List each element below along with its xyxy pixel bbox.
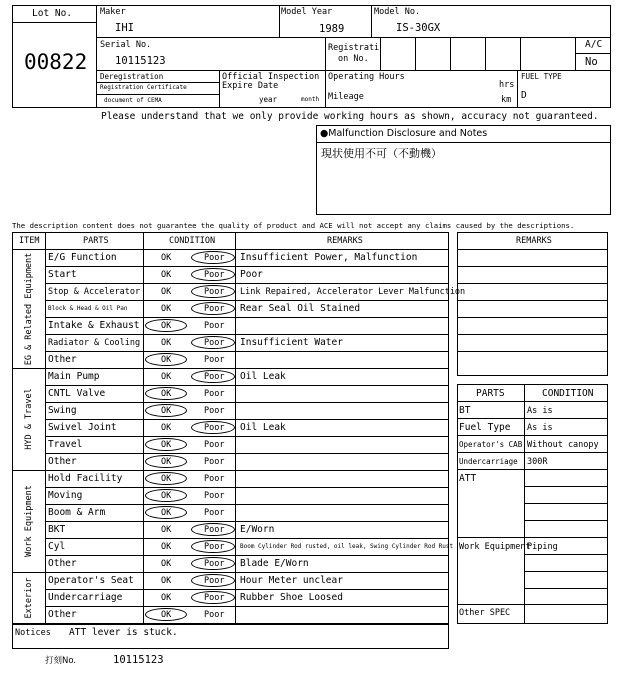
remark-text: Insufficient Water bbox=[240, 337, 343, 348]
row-divider bbox=[45, 589, 449, 590]
poor-option[interactable]: Poor bbox=[204, 287, 225, 297]
right-part-1: Fuel Type bbox=[459, 422, 511, 433]
poor-option[interactable]: Poor bbox=[204, 525, 225, 535]
group-label-1: HYD & Travel bbox=[23, 388, 34, 450]
ok-option[interactable]: OK bbox=[161, 304, 172, 314]
row-divider bbox=[45, 487, 449, 488]
operating-hours-label: Operating Hours bbox=[328, 72, 405, 82]
year-label: year bbox=[259, 95, 278, 104]
remark-text: Insufficient Power, Malfunction bbox=[240, 252, 418, 263]
row-divider bbox=[45, 351, 449, 352]
poor-option[interactable]: Poor bbox=[204, 474, 225, 484]
ok-option[interactable]: OK bbox=[161, 253, 172, 263]
part-label: Cyl bbox=[48, 541, 66, 552]
inspection-label-2: Expire Date bbox=[222, 81, 279, 91]
poor-option[interactable]: Poor bbox=[204, 389, 225, 399]
part-label: Moving bbox=[48, 490, 83, 501]
poor-option[interactable]: Poor bbox=[204, 304, 225, 314]
poor-option[interactable]: Poor bbox=[204, 508, 225, 518]
group-divider bbox=[12, 368, 449, 369]
maker-label: Maker bbox=[100, 7, 126, 17]
part-label: Operator's Seat bbox=[48, 575, 134, 586]
part-label: Hold Facility bbox=[48, 473, 123, 484]
part-label: CNTL Valve bbox=[48, 388, 106, 399]
row-divider bbox=[45, 402, 449, 403]
condition-ok-circle bbox=[145, 489, 187, 502]
poor-option[interactable]: Poor bbox=[204, 576, 225, 586]
stamp-no-value: 10115123 bbox=[113, 654, 164, 666]
row-divider bbox=[45, 538, 449, 539]
remark-text: Link Repaired, Accelerator Lever Malfunction bbox=[240, 287, 466, 297]
row-divider bbox=[45, 555, 449, 556]
right-cond-1: As is bbox=[527, 423, 553, 433]
part-label: E/G Function bbox=[48, 252, 117, 263]
ok-option[interactable]: OK bbox=[161, 440, 172, 450]
part-label: Swing bbox=[48, 405, 77, 416]
remark-text: Rubber Shoe Loosed bbox=[240, 592, 343, 603]
poor-option[interactable]: Poor bbox=[204, 406, 225, 416]
group-divider bbox=[12, 470, 449, 471]
ok-option[interactable]: OK bbox=[161, 338, 172, 348]
lot-no-label: Lot No. bbox=[32, 8, 73, 19]
part-label: Other bbox=[48, 456, 77, 467]
part-label: Undercarriage bbox=[48, 592, 123, 603]
part-label: Boom & Arm bbox=[48, 507, 106, 518]
poor-option[interactable]: Poor bbox=[204, 253, 225, 263]
group-label-3: Exterior bbox=[23, 577, 34, 618]
condition-poor-circle bbox=[191, 370, 235, 383]
fuel-type-value: D bbox=[521, 90, 527, 101]
row-divider bbox=[45, 334, 449, 335]
part-label: Other bbox=[48, 354, 77, 365]
ok-option[interactable]: OK bbox=[161, 406, 172, 416]
ac-label: A/C bbox=[585, 39, 603, 50]
poor-option[interactable]: Poor bbox=[204, 457, 225, 467]
condition-ok-circle bbox=[145, 387, 187, 400]
ok-option[interactable]: OK bbox=[161, 491, 172, 501]
row-divider bbox=[45, 419, 449, 420]
condition-ok-circle bbox=[145, 472, 187, 485]
right-part-3: Undercarriage bbox=[459, 457, 518, 466]
condition-header: CONDITION bbox=[542, 388, 594, 399]
ok-option[interactable]: OK bbox=[161, 542, 172, 552]
poor-option[interactable]: Poor bbox=[204, 372, 225, 382]
work-equipment-label: Work Equipment bbox=[459, 542, 531, 552]
condition-poor-circle bbox=[191, 285, 235, 298]
condition-ok-circle bbox=[145, 319, 187, 332]
serial-no-label: Serial No. bbox=[100, 40, 152, 50]
row-divider bbox=[45, 521, 449, 522]
condition-ok-circle bbox=[145, 404, 187, 417]
condition-ok-circle bbox=[145, 353, 187, 366]
lot-no-value: 00822 bbox=[24, 50, 88, 74]
part-label: Other bbox=[48, 558, 77, 569]
remark-text: Boom Cylinder Rod rusted, oil leak, Swing Cylinder Rod Rust bbox=[240, 543, 454, 550]
remark-text: Rear Seal Oil Stained bbox=[240, 303, 361, 314]
part-label: Start bbox=[48, 269, 77, 280]
remark-text: E/Worn bbox=[240, 524, 275, 535]
part-label: Block & Head & Oil Pan bbox=[48, 305, 128, 312]
right-cond-0: As is bbox=[527, 406, 553, 416]
hours-note: Please understand that we only provide working hours as shown, accuracy not guaranteed. bbox=[101, 111, 599, 122]
right-remarks-header: REMARKS bbox=[516, 236, 552, 246]
registration-label-1: Registrati bbox=[328, 43, 380, 53]
condition-poor-circle bbox=[191, 591, 235, 604]
group-divider bbox=[12, 572, 449, 573]
work-equipment-value: Piping bbox=[527, 542, 558, 552]
att-label: ATT bbox=[459, 473, 477, 484]
registration-certificate-label: Registration Certificate bbox=[100, 84, 187, 91]
model-year-value: 1989 bbox=[319, 23, 345, 35]
poor-option[interactable]: Poor bbox=[204, 338, 225, 348]
ok-option[interactable]: OK bbox=[161, 576, 172, 586]
ok-option[interactable]: OK bbox=[161, 389, 172, 399]
registration-label-2: on No. bbox=[338, 54, 369, 64]
condition-ok-circle bbox=[145, 506, 187, 519]
condition-poor-circle bbox=[191, 302, 235, 315]
disclaimer: The description content does not guarantee the quality of product and ACE will not accept any claims caused by the descriptions. bbox=[12, 221, 575, 230]
serial-no-value: 10115123 bbox=[115, 55, 166, 67]
parts-header: PARTS bbox=[476, 388, 505, 399]
km-label: km bbox=[501, 95, 512, 105]
stamp-no-label: 打刻No. bbox=[45, 656, 77, 666]
row-divider bbox=[45, 385, 449, 386]
malfunction-text: 現状使用不可（不動機） bbox=[321, 147, 442, 160]
ac-value: No bbox=[585, 56, 598, 68]
condition-poor-circle bbox=[191, 336, 235, 349]
right-part-0: BT bbox=[459, 405, 471, 416]
right-cond-2: Without canopy bbox=[527, 440, 599, 450]
part-label: Stop & Accelerator bbox=[48, 287, 141, 297]
other-spec-label: Other SPEC bbox=[459, 608, 511, 618]
model-no-value: IS-30GX bbox=[396, 22, 441, 34]
ok-option[interactable]: OK bbox=[161, 610, 172, 620]
notices-text: ATT lever is stuck. bbox=[69, 627, 178, 638]
condition-poor-circle bbox=[191, 557, 235, 570]
notices-label: Notices bbox=[15, 628, 51, 638]
part-label: Travel bbox=[48, 439, 83, 450]
poor-option[interactable]: Poor bbox=[204, 559, 225, 569]
remark-text: Oil Leak bbox=[240, 422, 286, 433]
group-label-0: EG & Related Equipment bbox=[23, 252, 34, 365]
document-cema-label: document of CEMA bbox=[104, 97, 162, 104]
remark-text: Poor bbox=[240, 269, 263, 280]
poor-option[interactable]: Poor bbox=[204, 440, 225, 450]
row-divider bbox=[45, 606, 449, 607]
ok-option[interactable]: OK bbox=[161, 457, 172, 467]
poor-option[interactable]: Poor bbox=[204, 423, 225, 433]
ok-option[interactable]: OK bbox=[161, 525, 172, 535]
right-part-2: Operator's CAB bbox=[459, 440, 523, 449]
fuel-type-label: FUEL TYPE bbox=[521, 72, 562, 81]
poor-option[interactable]: Poor bbox=[204, 542, 225, 552]
ok-option[interactable]: OK bbox=[161, 270, 172, 280]
remark-text: Oil Leak bbox=[240, 371, 286, 382]
row-divider bbox=[45, 266, 449, 267]
mileage-label: Mileage bbox=[328, 92, 364, 102]
header-remarks: REMARKS bbox=[327, 236, 363, 246]
ok-option[interactable]: OK bbox=[161, 593, 172, 603]
remark-text: Blade E/Worn bbox=[240, 558, 309, 569]
part-label: Other bbox=[48, 609, 77, 620]
group-label-2: Work Equipment bbox=[23, 485, 34, 557]
condition-ok-circle bbox=[145, 608, 187, 621]
poor-option[interactable]: Poor bbox=[204, 321, 225, 331]
hrs-label: hrs bbox=[499, 80, 515, 90]
row-divider bbox=[45, 453, 449, 454]
month-label: month bbox=[301, 96, 320, 103]
deregistration-label: Deregistration bbox=[100, 72, 164, 81]
part-label: Intake & Exhaust bbox=[48, 320, 140, 331]
row-divider bbox=[45, 504, 449, 505]
header-condition: CONDITION bbox=[169, 236, 216, 246]
condition-ok-circle bbox=[145, 455, 187, 468]
row-divider bbox=[45, 317, 449, 318]
malfunction-title: ●Malfunction Disclosure and Notes bbox=[320, 128, 488, 139]
row-divider bbox=[45, 300, 449, 301]
condition-poor-circle bbox=[191, 574, 235, 587]
right-cond-3: 300R bbox=[527, 457, 548, 467]
poor-option[interactable]: Poor bbox=[204, 491, 225, 501]
condition-poor-circle bbox=[191, 523, 235, 536]
part-label: Main Pump bbox=[48, 371, 100, 382]
poor-option[interactable]: Poor bbox=[204, 593, 225, 603]
maker-value: IHI bbox=[115, 22, 134, 34]
ok-option[interactable]: OK bbox=[161, 355, 172, 365]
condition-ok-circle bbox=[145, 438, 187, 451]
ok-option[interactable]: OK bbox=[161, 423, 172, 433]
ok-option[interactable]: OK bbox=[161, 474, 172, 484]
ok-option[interactable]: OK bbox=[161, 287, 172, 297]
condition-poor-circle bbox=[191, 540, 235, 553]
row-divider bbox=[45, 436, 449, 437]
ok-option[interactable]: OK bbox=[161, 508, 172, 518]
model-no-label: Model No. bbox=[374, 7, 421, 17]
condition-poor-circle bbox=[191, 421, 235, 434]
part-label: Radiator & Cooling bbox=[48, 338, 141, 348]
row-divider bbox=[45, 283, 449, 284]
header-item: ITEM bbox=[19, 236, 40, 246]
part-label: Swivel Joint bbox=[48, 422, 117, 433]
ok-option[interactable]: OK bbox=[161, 559, 172, 569]
ok-option[interactable]: OK bbox=[161, 372, 172, 382]
ok-option[interactable]: OK bbox=[161, 321, 172, 331]
condition-poor-circle bbox=[191, 268, 235, 281]
poor-option[interactable]: Poor bbox=[204, 355, 225, 365]
condition-poor-circle bbox=[191, 251, 235, 264]
inspection-label-1: Official Inspection bbox=[222, 72, 320, 82]
part-label: BKT bbox=[48, 524, 66, 535]
model-year-label: Model Year bbox=[281, 7, 333, 17]
poor-option[interactable]: Poor bbox=[204, 610, 225, 620]
header-parts: PARTS bbox=[83, 236, 109, 246]
remark-text: Hour Meter unclear bbox=[240, 575, 343, 586]
poor-option[interactable]: Poor bbox=[204, 270, 225, 280]
